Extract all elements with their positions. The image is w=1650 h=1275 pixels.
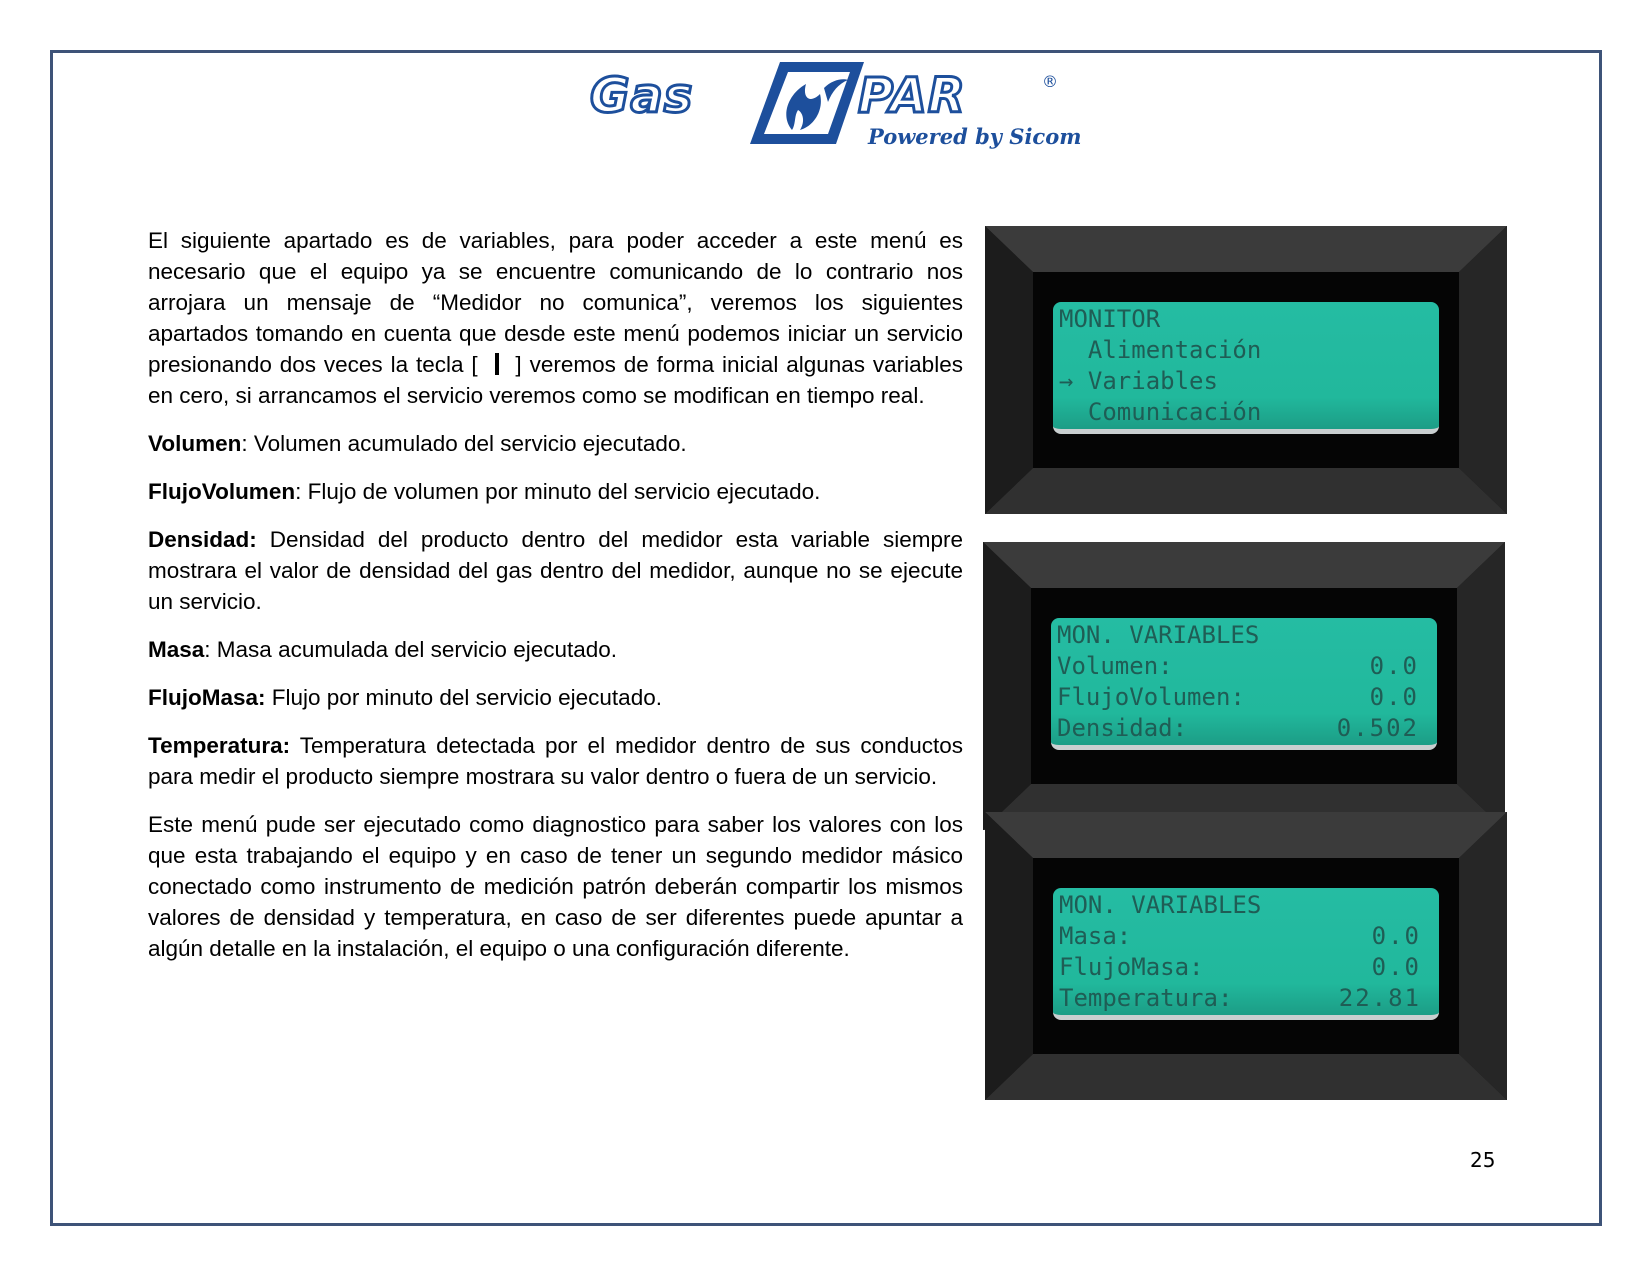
lcd-label: FlujoVolumen:	[1057, 683, 1245, 711]
definition-desc: Densidad del producto dentro del medidor esta variable siempre mostrara el valor de densidad del gas dentro del medidor, aunque no se ejecute un servicio.	[148, 527, 963, 614]
definition-desc: Temperatura detectada por el medidor dentro de sus conductos para medir el producto siempre mostrara su valor dentro o fuera de un servicio.	[148, 733, 963, 789]
lcd-label: MON. VARIABLES	[1059, 891, 1262, 919]
definition-desc: : Flujo de volumen por minuto del servicio ejecutado.	[295, 479, 821, 504]
lcd-panel-monitor	[985, 226, 1507, 514]
lcd-value: 0.0	[1369, 683, 1419, 711]
lcd-line	[1059, 335, 1421, 366]
gaspar-logo	[590, 58, 1082, 153]
lcd-line	[1059, 366, 1421, 397]
logo-brand-left: Gas	[590, 68, 694, 124]
lcd-line	[1057, 713, 1419, 744]
intro-text-part2: ] veremos de forma inicial algunas variables en cero, si arrancamos el servicio veremos como se modifican en tiempo real.	[148, 352, 963, 408]
lcd-line	[1059, 304, 1421, 335]
definition-term: FlujoMasa:	[148, 685, 266, 710]
lcd-value: 0.0	[1369, 652, 1419, 680]
lcd-line	[1059, 952, 1421, 983]
page-number: 25	[1470, 1148, 1496, 1172]
lcd-label: Temperatura:	[1059, 984, 1233, 1012]
lcd-label: Comunicación	[1059, 398, 1262, 426]
lcd-label: → Variables	[1059, 367, 1218, 395]
closing-paragraph: Este menú pude ser ejecutado como diagnostico para saber los valores con los que esta trabajando el equipo y en caso de tener un segundo medidor másico conectado como instrumento de medición patrón deberán compartir los mismos valores de densidad y temperatura, en caso de ser diferentes puede apuntar a algún detalle en la instalación, el equipo o una configuración diferente.	[148, 812, 963, 961]
lcd-screen	[1051, 618, 1437, 750]
definition-term: Densidad:	[148, 527, 257, 552]
lcd-panel-variables-1	[983, 542, 1505, 830]
body-text	[148, 225, 963, 981]
definition-term: Masa	[148, 637, 205, 662]
lcd-line	[1059, 983, 1421, 1014]
definition-term: Volumen	[148, 431, 242, 456]
definition-term: Temperatura:	[148, 733, 291, 758]
lcd-label: MON. VARIABLES	[1057, 621, 1260, 649]
lcd-label: FlujoMasa:	[1059, 953, 1204, 981]
lcd-value: 0.0	[1371, 922, 1421, 950]
lcd-value: 0.0	[1371, 953, 1421, 981]
lcd-label: Alimentación	[1059, 336, 1262, 364]
intro-text-part1: El siguiente apartado es de variables, para poder acceder a este menú es necesario que el equipo ya se encuentre comunicando de lo contrario nos arrojara un mensaje de “Medidor no comunica”, veremos los siguientes apartados tomando en cuenta que desde este menú podemos iniciar un servicio presionando dos veces la tecla [	[148, 228, 963, 377]
logo-tagline: Powered by Sicom	[868, 124, 1082, 149]
registered-mark: ®	[1042, 72, 1058, 91]
lcd-label: Densidad:	[1057, 714, 1188, 742]
lcd-value: 22.81	[1338, 984, 1421, 1012]
definition-temperatura	[148, 730, 963, 792]
definition-desc: : Masa acumulada del servicio ejecutado.	[204, 637, 618, 662]
definition-term: FlujoVolumen	[148, 479, 296, 504]
definition-masa	[148, 634, 963, 665]
intro-paragraph	[148, 225, 963, 411]
definition-flujovolumen	[148, 476, 963, 507]
lcd-label: Masa:	[1059, 922, 1132, 950]
lcd-label: MONITOR	[1059, 305, 1161, 333]
lcd-line	[1057, 682, 1419, 713]
lcd-panel-variables-2	[985, 812, 1507, 1100]
flame-emblem-icon	[740, 58, 870, 150]
lcd-line	[1059, 921, 1421, 952]
lcd-line	[1057, 620, 1419, 651]
logo-brand-right: PAR	[858, 68, 966, 124]
lcd-line	[1057, 651, 1419, 682]
definition-desc: Flujo por minuto del servicio ejecutado.	[265, 685, 662, 710]
definition-flujomasa	[148, 682, 963, 713]
lcd-line	[1059, 890, 1421, 921]
lcd-value: 0.502	[1336, 714, 1419, 742]
pipe-key-icon	[495, 353, 499, 375]
definition-densidad	[148, 524, 963, 617]
definition-volumen	[148, 428, 963, 459]
lcd-screen	[1053, 888, 1439, 1020]
definition-desc: : Volumen acumulado del servicio ejecutado.	[241, 431, 687, 456]
lcd-label: Volumen:	[1057, 652, 1173, 680]
lcd-screen	[1053, 302, 1439, 434]
lcd-line	[1059, 397, 1421, 428]
